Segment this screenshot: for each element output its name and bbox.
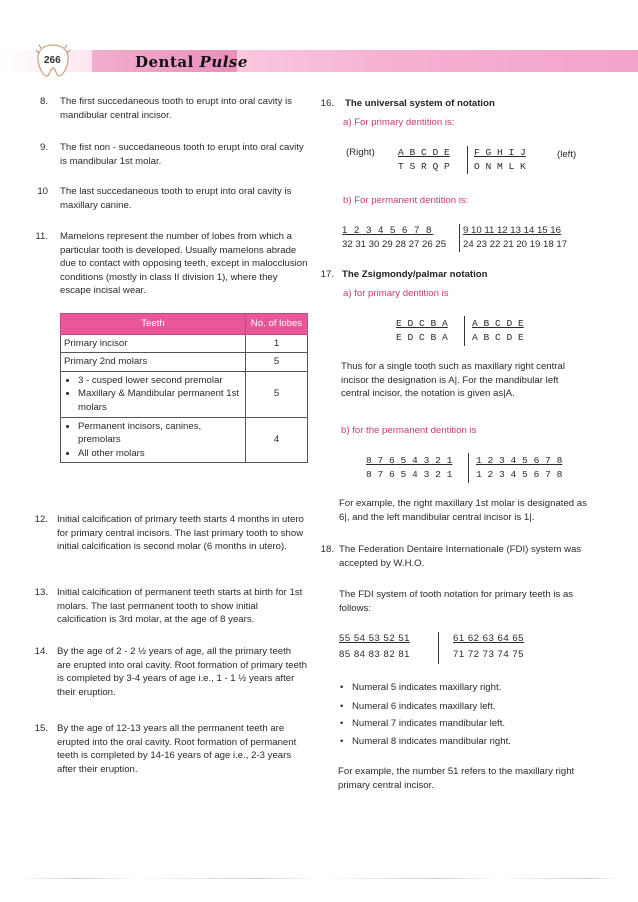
- table-row: [61, 417, 308, 463]
- item-17-sub-a: a) for primary dentition is: [343, 288, 449, 299]
- item-18-number: 18.: [320, 544, 334, 555]
- brand-italic: Pulse: [199, 53, 248, 71]
- row3-bullet1: • 3 - cusped lower second premolar: [78, 374, 242, 388]
- label-right: (Right): [346, 147, 375, 158]
- item-11-text: Mamelons represent the number of lobes from which a particular tooth is developed. Usually mamelons abrade due to contact with opposing teeth, except in malocclusion conditions (mostly in class II division 1), where they escape incisal wear.: [60, 231, 308, 297]
- row3-teeth: [61, 371, 246, 417]
- universal-lower-right: T S R Q P: [398, 161, 450, 172]
- row4-lobes: 4: [246, 417, 308, 463]
- table-row: [61, 334, 308, 353]
- brand-title: [135, 52, 248, 73]
- page-number: 266: [44, 55, 61, 66]
- palmar-primary-upper-left: A B C D E: [472, 318, 524, 329]
- item-16-sub-a: a) For primary dentition is:: [343, 117, 455, 128]
- palmar-example-1: Thus for a single tooth such as maxillary right central incisor the designation is A|. For the mandibular left central incisor, the notation is given as|A.: [341, 361, 565, 400]
- item-15-number: 15.: [34, 723, 48, 734]
- fdi-lower-left: 71 72 73 74 75: [453, 649, 525, 660]
- item-13-number: 13.: [34, 587, 48, 598]
- fdi-example: For example, the number 51 refers to the maxillary right primary central incisor.: [338, 766, 575, 791]
- perm-lower-left: 24 23 22 21 20 19 18 17: [463, 239, 568, 250]
- row2-lobes: 5: [246, 353, 308, 372]
- fdi-upper-left: 61 62 63 64 65: [453, 633, 525, 644]
- fdi-lower-right: 85 84 83 82 81: [339, 649, 411, 660]
- brand-bold: Dental: [135, 53, 194, 71]
- row4-bullet1: • Permanent incisors, canines, premolars: [78, 420, 242, 447]
- fdi-bullet-4: • Numeral 8 indicates mandibular right.: [352, 735, 511, 749]
- row4-teeth: [61, 417, 246, 463]
- item-12-number: 12.: [34, 514, 48, 525]
- divider-line: [438, 632, 439, 664]
- item-8-number: 8.: [39, 96, 48, 107]
- perm-lower-right: 32 31 30 29 28 27 26 25: [342, 239, 447, 250]
- item-14-number: 14.: [34, 646, 48, 657]
- palmar-perm-lower-right: 8 7 6 5 4 3 2 1: [366, 469, 453, 480]
- item-16-sub-b: b) For permanent dentition is:: [343, 195, 469, 206]
- item-10-text: The last succedaneous tooth to erupt into oral cavity is maxillary canine.: [60, 186, 292, 211]
- item-12-text: Initial calcification of primary teeth starts 4 months in utero for primary central incisors. The last primary tooth to show initial calcification is second molar (6 months in utero).: [57, 514, 304, 553]
- table-row: [61, 371, 308, 417]
- divider-line: [459, 224, 460, 252]
- row1-lobes: 1: [246, 334, 308, 353]
- row3-lobes: 5: [246, 371, 308, 417]
- label-left: (left): [557, 149, 577, 160]
- perm-upper-left: 9 10 11 12 13 14 15 16: [463, 225, 561, 236]
- header-band: [0, 50, 638, 72]
- item-17-sub-b: b) for the permanent dentition is: [341, 425, 477, 436]
- divider-line: [464, 316, 465, 346]
- perm-upper-right: 1 2 3 4 5 6 7 8: [342, 225, 434, 236]
- item-13-text: Initial calcification of permanent teeth starts at birth for 1st molars. The last permanent tooth to show initial calcification is 3rd molar, at the age of 8 years.: [57, 587, 303, 626]
- item-17-number: 17.: [320, 269, 334, 280]
- palmar-perm-lower-left: 1 2 3 4 5 6 7 8: [476, 469, 563, 480]
- item-10-number: 10: [37, 186, 48, 197]
- palmar-example-2: For example, the right maxillary 1st molar is designated as 6|, and the left mandibular central incisor is 1|.: [339, 498, 587, 523]
- palmar-primary-upper-right: E D C B A: [396, 318, 448, 329]
- fdi-upper-right: 55 54 53 52 51: [339, 633, 411, 644]
- universal-lower-left: O N M L K: [474, 161, 526, 172]
- divider-line: [468, 453, 469, 483]
- palmar-primary-lower-left: A B C D E: [472, 332, 524, 343]
- fdi-bullet-1: • Numeral 5 indicates maxillary right.: [352, 681, 501, 695]
- item-9-text: The fist non - succedaneous tooth to erupt into oral cavity is mandibular 1st molar.: [60, 142, 304, 167]
- universal-upper-left: F G H I J: [474, 147, 526, 158]
- table-row: [61, 353, 308, 372]
- fdi-bullet-2: • Numeral 6 indicates maxillary left.: [352, 700, 495, 714]
- item-8-text: The first succedaneous tooth to erupt into oral cavity is mandibular central incisor.: [60, 96, 292, 121]
- col-lobes-header: No. of lobes: [246, 314, 308, 335]
- fdi-intro: The FDI system of tooth notation for primary teeth is as follows:: [339, 589, 574, 614]
- palmar-perm-upper-right: 8 7 6 5 4 3 2 1: [366, 455, 453, 466]
- item-16-title: The universal system of notation: [345, 98, 495, 109]
- row3-bullet2: • Maxillary & Mandibular permanent 1st molars: [78, 387, 242, 414]
- table-header-row: [61, 314, 308, 335]
- item-11-number: 11.: [35, 231, 48, 242]
- col-teeth-header: Teeth: [61, 314, 246, 335]
- palmar-primary-lower-right: E D C B A: [396, 332, 448, 343]
- lobes-table: [60, 313, 308, 463]
- row1-teeth: Primary incisor: [61, 334, 246, 353]
- row2-teeth: Primary 2nd molars: [61, 353, 246, 372]
- universal-upper-right: A B C D E: [398, 147, 450, 158]
- scan-noise: [18, 878, 618, 879]
- item-9-number: 9.: [39, 142, 48, 153]
- item-15-text: By the age of 12-13 years all the permanent teeth are erupted into the oral cavity. Root formation of permanent teeth is completed by 14-16 years of age i.e., 2-3 years after their eruption.: [57, 723, 297, 775]
- row4-bullet2: • All other molars: [78, 447, 242, 461]
- palmar-perm-upper-left: 1 2 3 4 5 6 7 8: [476, 455, 563, 466]
- item-17-title: The Zsigmondy/palmar notation: [342, 269, 488, 280]
- item-16-number: 16.: [320, 98, 334, 109]
- fdi-bullet-3: • Numeral 7 indicates mandibular left.: [352, 717, 505, 731]
- item-18-text: The Federation Dentaire Internationale (FDI) system was accepted by W.H.O.: [339, 544, 582, 569]
- divider-line: [467, 146, 468, 174]
- item-14-text: By the age of 2 - 2 ½ years of age, all the primary teeth are erupted into oral cavity. Root formation of primary teeth is completed by 3-4 years of age i.e., 1 - 1 ½ years after their eruption.: [57, 646, 307, 698]
